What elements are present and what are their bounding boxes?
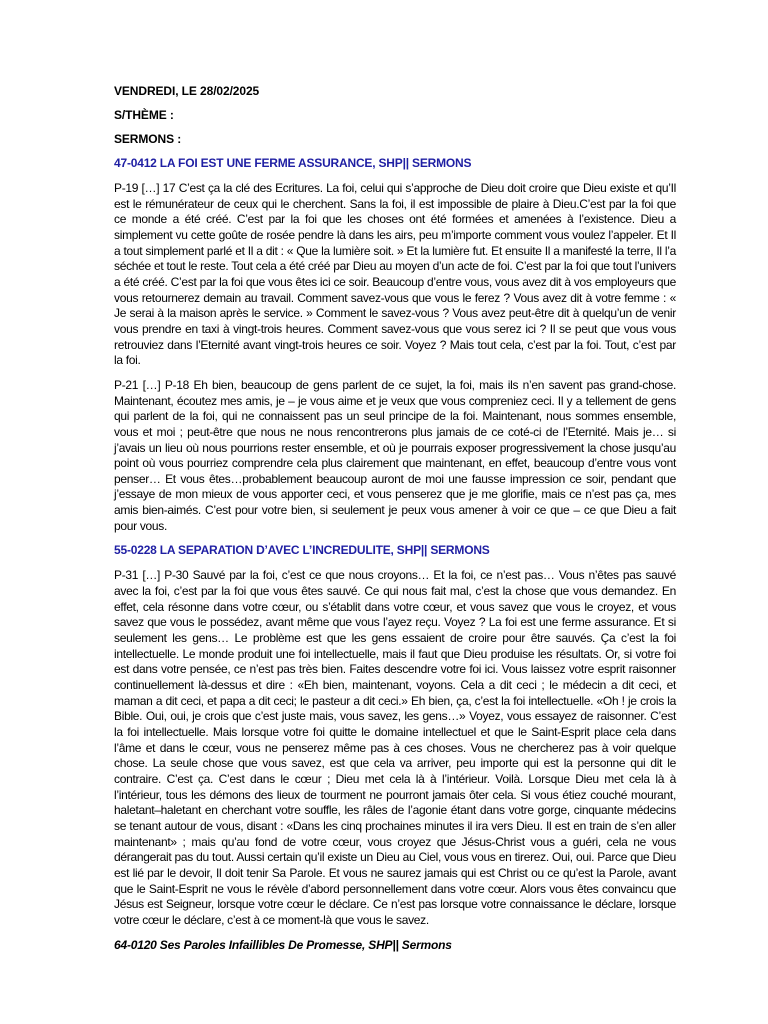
sermon-1-paragraph-2: P-21 […] P-18 Eh bien, beaucoup de gens parlent de ce sujet, la foi, mais ils n’en savent pas grand-chose. Maintenant, écoutez mes amis, je – je vous aime et je veux que vous compreniez ceci. Il y a tellement de gens qui parlent de la foi, qui ne connaissent pas un seul principe de la foi. Maintenant, nous sommes ensemble, vous et moi ; peut-être que nous ne nous rencontrerons plus jamais de ce coté-ci de l’Eternité. Mais je… si j’avais un lieu où nous pourrions rester ensemble, et où je pourrais exposer progressivement la chose jusqu’au point où vous pourriez comprendre cela plus clairement que maintenant, en effet, beaucoup d’entre vous vont penser… Et vous êtes…probablement beaucoup auront de moi une fausse impression ce soir, pendant que j’essaye de mon mieux de vous apporter ceci, et vous penserez que je me glorifie, mais ce n’est pas ça, mes amis bien-aimés. C’est pour votre bien, si seulement je peux vous amener à voir ce que – ce que Dieu a fait pour vous.	[114, 377, 676, 533]
sermon-title-1: 47-0412 LA FOI EST UNE FERME ASSURANCE, SHP|| SERMONS	[114, 156, 472, 170]
next-sermon-title: 64-0120 Ses Paroles Infaillibles De Promesse, SHP|| Sermons	[114, 937, 452, 952]
sermon-title-2: 55-0228 LA SEPARATION D’AVEC L’INCREDULITE, SHP|| SERMONS	[114, 543, 490, 558]
theme-heading: S/THÈME :	[114, 108, 174, 122]
date-heading: VENDREDI, LE 28/02/2025	[114, 84, 260, 98]
sermon-1-paragraph-1: P-19 […] 17 C’est ça la clé des Ecritures. La foi, celui qui s’approche de Dieu doit croire que Dieu existe et qu’Il est le rémunérateur de ceux qui le cherchent. Sans la foi, il est impossible de plaire à Dieu.C’est par la foi que ce monde a été créé. C’est par la foi que les choses ont été formées et amenées à l’existence. Dieu a simplement vu cette goûte de rosée pendre là dans les airs, peu m’importe comment vous voulez l’appeler. Et Il a tout simplement parlé et Il a dit : « Que la lumière soit. » Et la lumière fut. Et ensuite Il a manifesté la terre, Il l’a séchée et tout le reste. Tout cela a été créé par Dieu au moyen d’un acte de foi. C’est par la foi que tout l’univers a été créé. C’est par la foi que vous êtes ici ce soir. Beaucoup d’entre vous, vous avez dit à vos employeurs que vous retournerez demain au travail. Comment savez-vous que vous le ferez ? Vous avez dit à votre femme : « Je serai à la maison après le service. » Comment le savez-vous ? Vous avez peut-être dit à quelqu’un de venir vous prendre en taxi à vingt-trois heures. Comment savez-vous que vous serez ici ? Il se peut que vous vous retrouviez dans l’Eternité avant vingt-trois heures ce soir. Voyez ? Mais tout cela, c’est par la foi. Tout, c’est par la foi.	[114, 181, 676, 368]
sermons-heading: SERMONS :	[114, 132, 182, 146]
sermon-2-paragraph-1: P-31 […] P-30 Sauvé par la foi, c’est ce que nous croyons… Et la foi, ce n’est pas… Vous n’êtes pas sauvé avec la foi, c’est par la foi que vous êtes sauvé. Ce qui nous fait mal, c’est la chose que vous demandez. En effet, cela résonne dans votre cœur, ou s’établit dans votre cœur, et vous savez que vous le croyez, et vous savez que vous le possédez, avant même que vous l’ayez reçu. Voyez ? La foi est une ferme assurance. Et si seulement les gens… Le problème est que les gens essaient de croire pour être sauvés. Ça c’est la foi intellectuelle. Le monde produit une foi intellectuelle, mais il faut que Dieu produise les résultats. Or, si votre foi est dans votre pensée, ce n’est pas très bien. Faites descendre votre foi ici. Vous laissez votre esprit raisonner continuellement là-dessus et dire : «Eh bien, maintenant, voyons. Cela a dit ceci ; le médecin a dit ceci, et maman a dit ceci, et papa a dit ceci; le pasteur a dit ceci.» Eh bien, ça, c’est la foi intellectuelle. «Oh ! je crois la Bible. Oui, oui, je crois que c’est juste mais, vous savez, les gens…» Voyez, vous essayez de raisonner. C’est la foi intellectuelle. Mais lorsque votre foi quitte le domaine intellectuel et que le Saint-Esprit place cela dans l’âme et dans le cœur, vous ne penserez même pas à ces choses. Vous ne chercherez pas à voir quelque chose. La seule chose que vous savez, est que cela va arriver, peu importe qui est la personne qui dit le contraire. C’est ça. C’est dans le cœur ; Dieu met cela là à l’intérieur. Voilà. Lorsque Dieu met cela là à l’intérieur, tous les démons des lieux de tourment ne pourront jamais ôter cela. Si vous étiez couché mourant, haletant–haletant en cherchant votre souffle, les râles de l’agonie étant dans votre gorge, cinquante médecins se tenant autour de vous, disant : «Dans les cinq prochaines minutes il ira vers Dieu. Il est en train de s’en aller maintenant» ; mais qu’au fond de votre cœur, vous croyez que Jésus-Christ vous a guéri, cela ne vous dérangerait pas du tout. Aussi certain qu’il existe un Dieu au Ciel, vous vous en tirerez. Oui, oui. Parce que Dieu est lié par le devoir, Il doit tenir Sa Parole. Et vous ne saurez jamais qui est Christ ou ce qu’est la Parole, avant que le Saint-Esprit ne vous le révèle d’abord personnellement dans votre cœur. Alors vous êtes convaincu que Jésus est Seigneur, lorsque votre cœur le déclare. Ce n’est pas lorsque votre connaissance le déclare, lorsque votre cœur le déclare, c’est à ce moment-là que vous le savez.	[114, 568, 676, 927]
document-page	[114, 84, 676, 953]
